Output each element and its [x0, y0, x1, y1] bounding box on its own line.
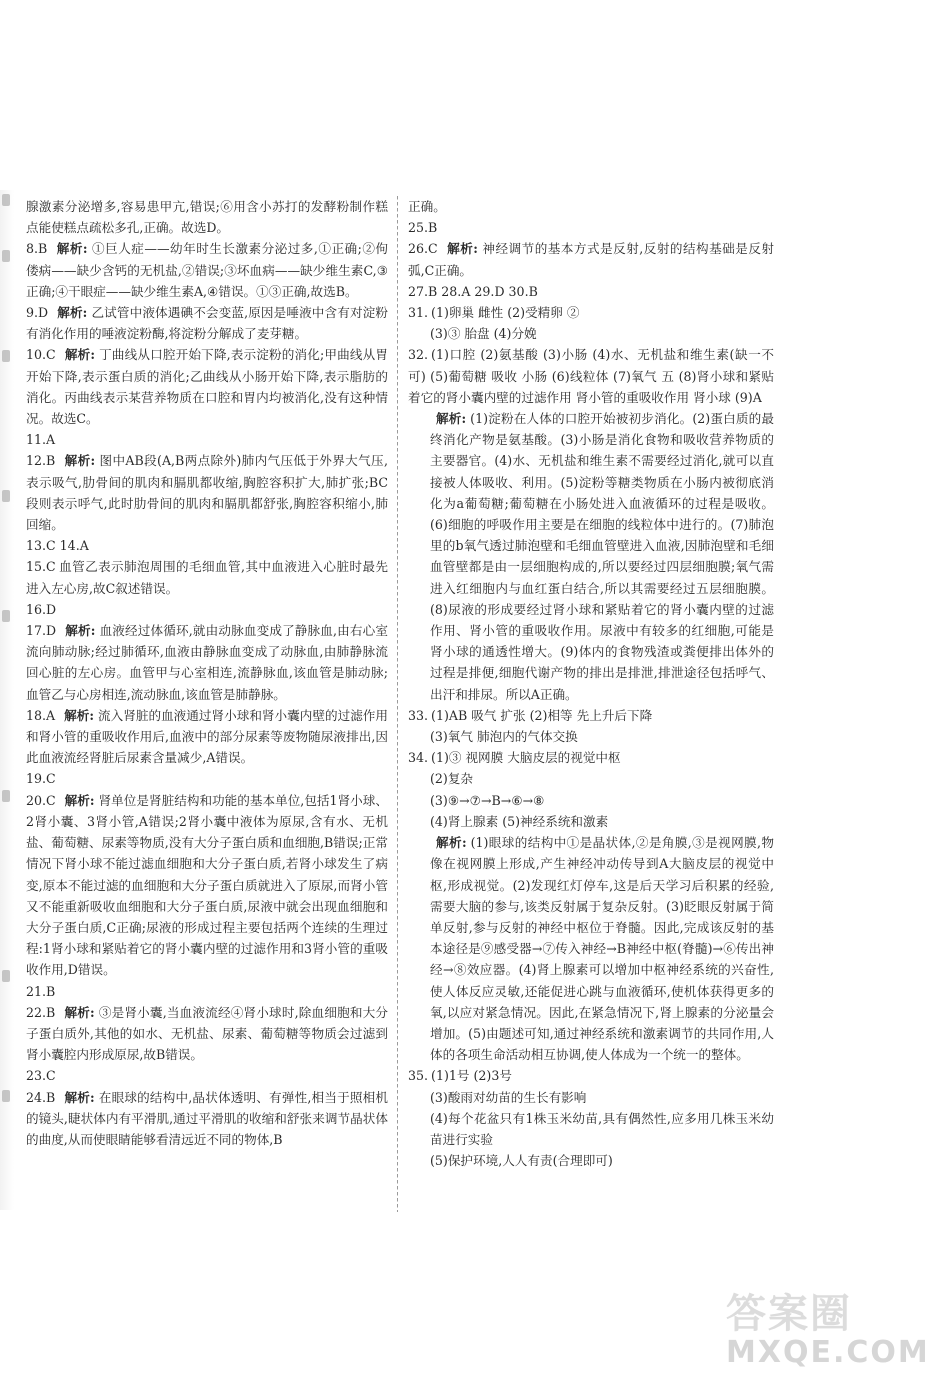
edge-mark [2, 970, 10, 982]
question-number: 35. [408, 1068, 429, 1084]
answer-text: (3)氧气 肺泡内的气体交换 [430, 729, 578, 745]
question-number: 15.C [26, 559, 56, 575]
answer-entry [26, 705, 388, 769]
answer-continuation [430, 726, 774, 747]
question-number: 33. [408, 707, 429, 723]
analysis-label: 解析: [436, 411, 467, 427]
answer-entry [26, 450, 388, 535]
answer-text: (1)淀粉在人体的口腔开始被初步消化。(2)蛋白质的最终消化产物是氨基酸。(3)小肠是消化食物和吸收营养物质的主要器官。(4)水、无机盐和维生素不需要经过消化,就可以直接被人体吸收、利用。(5)淀粉等糖类物质在小肠内被彻底消化为a葡萄糖;葡萄糖在小肠处进入血液循环的过程是吸收。(6)细胞的呼吸作用主要是在细胞的线粒体中进行的。(7)肺泡里的b氧气透过肺泡壁和毛细血管壁进入血液,因肺泡壁和毛细血管壁都是由一层细胞构成的,所以要经过四层细胞膜;氧气需进入红细胞内与血红蛋白结合,所以其需要经过五层细胞膜。(8)尿液的形成要经过肾小球和紧贴着它的肾小囊内壁的过滤作用、肾小管的重吸收作用。尿液中有较多的红细胞,可能是肾小球的通透性增大。(9)体内的食物残渣或粪便排出体外的过程是排便,细胞代谢产物的排出是排泄,排泄途径包括呼气、出汗和排尿。所以A正确。 [430, 411, 774, 702]
answer-entry [26, 620, 388, 705]
question-number: 26.C [408, 241, 438, 257]
question-number: 27.B 28.A 29.D 30.B [408, 283, 538, 299]
question-number: 18.A [26, 707, 56, 723]
answer-entry [26, 790, 388, 981]
answer-text: (1)卵巢 雌性 (2)受精卵 ② [431, 305, 580, 321]
analysis-label: 解析: [56, 241, 88, 257]
answer-continuation [430, 1108, 774, 1150]
analysis-label: 解析: [64, 1089, 95, 1105]
answer-continuation [430, 323, 774, 344]
watermark-url: MXQE.COM [726, 1335, 930, 1370]
answer-entry [26, 344, 388, 429]
question-number: 23.C [26, 1068, 56, 1084]
question-number: 12.B [26, 453, 56, 469]
answer-text: 丁曲线从口腔开始下降,表示淀粉的消化;甲曲线从胃开始下降,表示蛋白质的消化;乙曲线从小肠开始下降,表示脂肪的消化。丙曲线表示某营养物质在口腔和胃内均被消化,没有这种情况。故选C。 [26, 347, 389, 427]
question-number: 16.D [26, 601, 57, 617]
answer-entry [408, 217, 774, 238]
answer-entry [26, 768, 388, 789]
answer-text: 在眼球的结构中,晶状体透明、有弹性,相当于照相机的镜头,睫状体内有平滑肌,通过平滑肌的收缩和舒张来调节晶状体的曲度,从而使眼睛能够看清远近不同的物体,B [26, 1089, 388, 1147]
answer-entry [408, 344, 774, 408]
edge-mark [2, 250, 10, 262]
answer-entry [408, 238, 774, 280]
edge-mark [2, 610, 10, 622]
answer-continuation [408, 196, 774, 217]
watermark-logo: 答案圈 [726, 1291, 852, 1337]
answer-entry [26, 599, 388, 620]
question-number: 24.B [26, 1089, 56, 1105]
answer-text: 图中AB段(A,B两点除外)肺内气压低于外界大气压,表示吸气,肋骨间的肌肉和膈肌都收缩,胸腔容积扩大,肺扩张;BC段则表示呼气,此时肋骨间的肌肉和膈肌都舒张,胸腔容积缩小,肺回缩。 [26, 453, 388, 533]
edge-mark [2, 1090, 10, 1102]
answer-text: 乙试管中液体遇碘不会变蓝,原因是唾液中含有对淀粉有消化作用的唾液淀粉酶,将淀粉分解成了麦芽糖。 [26, 305, 388, 342]
question-number: 20.C [26, 792, 56, 808]
analysis-label: 解析: [446, 241, 478, 257]
answer-text: 流入肾脏的血液通过肾小球和肾小囊内壁的过滤作用和肾小管的重吸收作用后,血液中的部分尿素等废物随尿液排出,因此血液流经肾脏后尿素含量减少,A错误。 [26, 707, 389, 766]
answer-text: 血管乙表示肺泡周围的毛细血管,其中血液进入心脏时最先进入左心房,故C叙述错误。 [26, 559, 388, 596]
watermark [726, 1291, 930, 1384]
answer-entry [408, 302, 774, 323]
question-number: 25.B [408, 220, 438, 236]
answer-entry [26, 981, 388, 1002]
answer-text: (1)1号 (2)3号 [431, 1068, 512, 1084]
edge-mark [2, 490, 10, 502]
question-number: 19.C [26, 771, 56, 787]
answer-entry [408, 705, 774, 726]
right-column [408, 196, 774, 1171]
edge-mark [2, 194, 10, 206]
answer-entry [408, 281, 774, 302]
answer-text: 腺激素分泌增多,容易患甲亢,错误;⑥用含小苏打的发酵粉制作糕点能使糕点疏松多孔,正确。故选D。 [26, 199, 388, 236]
answer-text: 正确。 [408, 199, 446, 214]
answer-text: 神经调节的基本方式是反射,反射的结构基础是反射弧,C正确。 [408, 241, 774, 278]
analysis-label: 解析: [57, 305, 88, 321]
question-number: 17.D [26, 623, 57, 639]
question-number: 13.C 14.A [26, 538, 89, 554]
analysis-label: 解析: [64, 707, 95, 723]
question-number: 21.B [26, 983, 56, 999]
answer-text: (3)⑨→⑦→B→⑥→⑧ [430, 792, 545, 808]
answer-text: (3)酸雨对幼苗的生长有影响 [430, 1089, 587, 1105]
question-number: 10.C [26, 347, 56, 363]
answer-continuation [430, 1087, 774, 1108]
answer-entry [26, 1087, 388, 1151]
answer-text: (2)复杂 [430, 771, 474, 787]
answer-entry [408, 747, 774, 768]
edge-mark [2, 790, 10, 802]
answer-text: (3)③ 胎盘 (4)分娩 [430, 326, 537, 342]
answer-text: 肾单位是肾脏结构和功能的基本单位,包括1肾小球、2肾小囊、3肾小管,A错误;2肾小囊中液体为原尿,含有水、无机盐、葡萄糖、尿素等物质,没有大分子蛋白质和血细胞,B错误;正常情况下肾小球不能过滤血细胞和大分子蛋白质,若肾小球发生了病变,原本不能过滤的血细胞和大分子蛋白质就进入了原尿,而肾小管又不能重新吸收血细胞和大分子蛋白质,尿液中就会出现血细胞和大分子蛋白质,C正确;尿液的形成过程主要包括两个连续的生理过程:1肾小球和紧贴着它的肾小囊内壁的过滤作用和3肾小管的重吸收作用,D错误。 [26, 792, 388, 978]
answer-continuation [26, 196, 388, 238]
answer-text: (5)保护环境,人人有责(合理即可) [430, 1153, 613, 1169]
answer-entry [26, 556, 388, 598]
answer-continuation [430, 790, 774, 811]
answer-text: (1)③ 视网膜 大脑皮层的视觉中枢 [431, 750, 621, 766]
question-number: 9.D [26, 305, 49, 321]
question-number: 34. [408, 750, 429, 766]
question-number: 31. [408, 305, 429, 321]
answer-text: 血液经过体循环,就由动脉血变成了静脉血,由右心室流向肺动脉;经过肺循环,血液由静脉血变成了动脉血,由肺静脉流回心脏的左心房。血管甲与心室相连,流静脉血,该血管是肺动脉;血管乙与心房相连,流动脉血,该血管是肺静脉。 [26, 623, 388, 702]
answer-text: (1)AB 吸气 扩张 (2)相等 先上升后下降 [431, 707, 653, 723]
answer-text: (4)每个花盆只有1株玉米幼苗,具有偶然性,应多用几株玉米幼苗进行实验 [430, 1110, 774, 1147]
question-number: 8.B [26, 241, 48, 257]
answer-continuation [430, 811, 774, 832]
answer-continuation [430, 768, 774, 789]
answer-continuation [430, 1150, 774, 1171]
answer-entry [26, 535, 388, 556]
answer-text: ③是肾小囊,当血液流经④肾小球时,除血细胞和大分子蛋白质外,其他的如水、无机盐、尿素、葡萄糖等物质会过滤到肾小囊腔内形成原尿,故B错误。 [26, 1004, 388, 1063]
column-divider [397, 196, 398, 1212]
answer-text: (1)眼球的结构中①是晶状体,②是角膜,③是视网膜,物像在视网膜上形成,产生神经冲动传导到A大脑皮层的视觉中枢,形成视觉。(2)发现红灯停车,这是后天学习后积累的经验,需要大脑的参与,该类反射属于复杂反射。(3)眨眼反射属于简单反射,参与反射的神经中枢位于脊髓。因此,完成该反射的基本途径是⑨感受器→⑦传入神经→B神经中枢(脊髓)→⑥传出神经→⑧效应器。(4)肾上腺素可以增加中枢神经系统的兴奋性,使人体反应灵敏,还能促进心跳与血液循环,使机体获得更多的氧,以应对紧急情况。因此,在紧急情况下,肾上腺素的分泌量会增加。(5)由题述可知,通过神经系统和激素调节的共同作用,人体的各项生命活动相互协调,使人体成为一个统一的整体。 [430, 835, 774, 1063]
answer-entry [26, 1065, 388, 1086]
question-number: 22.B [26, 1004, 56, 1020]
answer-text: (1)口腔 (2)氨基酸 (3)小肠 (4)水、无机盐和维生素(缺一不可) (5)葡萄糖 吸收 小肠 (6)线粒体 (7)氧气 五 (8)肾小球和紧贴着它的肾小囊内壁的过滤作用 肾小管的重吸收作用 肾小球 (9)A [408, 347, 774, 405]
analysis-label: 解析: [64, 1004, 95, 1020]
analysis-label: 解析: [64, 792, 95, 808]
answer-entry [26, 1002, 388, 1066]
answer-entry [26, 302, 388, 344]
answer-entry [408, 1065, 774, 1086]
analysis-label: 解析: [436, 835, 467, 851]
question-number: 32. [408, 347, 429, 363]
binding-edge [0, 190, 14, 1210]
answer-text: ①巨人症——幼年时生长激素分泌过多,①正确;②佝偻病——缺少含钙的无机盐,②错误;③坏血病——缺少维生素C,③正确;④干眼症——缺少维生素A,④错误。①③正确,故选B。 [26, 241, 388, 299]
left-column [26, 196, 388, 1150]
answer-text: (4)肾上腺素 (5)神经系统和激素 [430, 813, 609, 829]
analysis-label: 解析: [65, 623, 96, 639]
answer-entry [26, 429, 388, 450]
analysis-label: 解析: [64, 347, 95, 363]
analysis-label: 解析: [64, 453, 96, 469]
answer-continuation [430, 408, 774, 705]
question-number: 11.A [26, 432, 56, 448]
edge-mark [2, 350, 10, 362]
answer-continuation [430, 832, 774, 1065]
answer-entry [26, 238, 388, 302]
